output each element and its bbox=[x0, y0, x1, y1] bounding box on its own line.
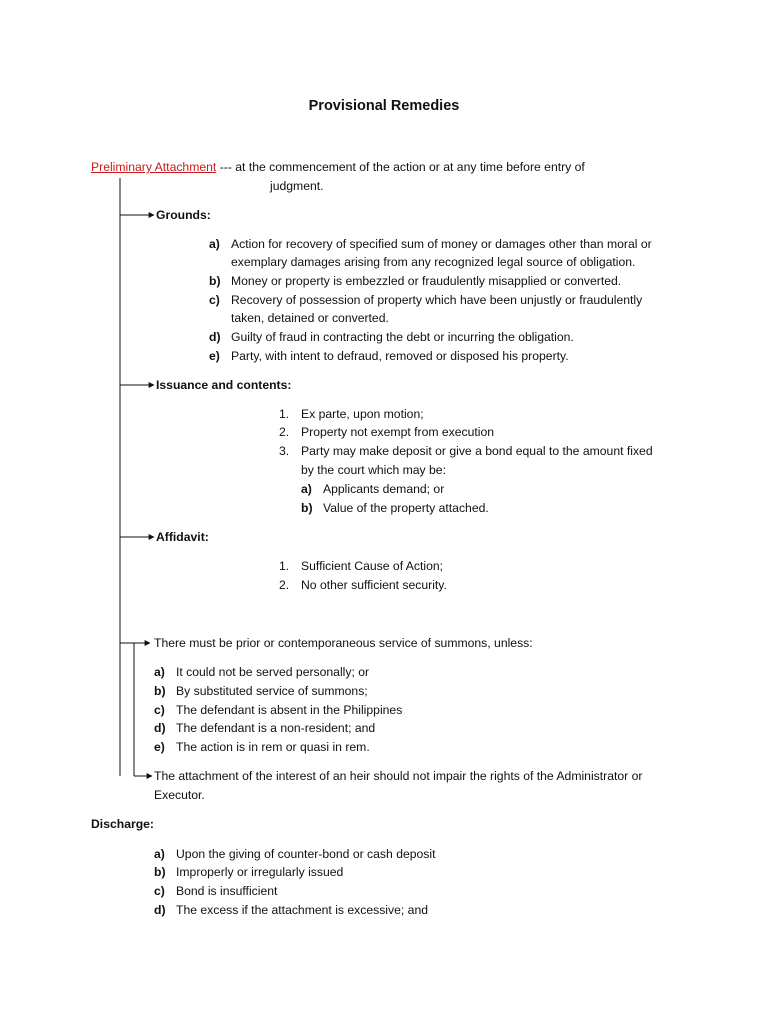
summons-item-c: c) The defendant is absent in the Philippines bbox=[154, 703, 403, 717]
heir-line1: The attachment of the interest of an heir should not impair the rights of the Administrator or bbox=[154, 769, 643, 783]
preliminary-line2: judgment. bbox=[270, 179, 324, 193]
grounds-item-c-cont: taken, detained or converted. bbox=[231, 311, 389, 325]
discharge-item-b: b) Improperly or irregularly issued bbox=[154, 865, 344, 879]
issuance-subitem-b: b) Value of the property attached. bbox=[301, 501, 489, 515]
issuance-item-3: 3. Party may make deposit or give a bond equal to the amount fixed bbox=[279, 444, 653, 458]
summons-item-e: e) The action is in rem or quasi in rem. bbox=[154, 740, 370, 754]
discharge-item-d: d) The excess if the attachment is excessive; and bbox=[154, 903, 428, 917]
discharge-item-c: c) Bond is insufficient bbox=[154, 884, 278, 898]
heir-line2: Executor. bbox=[154, 788, 205, 802]
grounds-item-a-cont: exemplary damages arising from any recognized legal source of obligation. bbox=[231, 255, 636, 269]
summons-item-d: d) The defendant is a non-resident; and bbox=[154, 721, 376, 735]
issuance-item-1: 1. Ex parte, upon motion; bbox=[279, 407, 424, 421]
grounds-item-e: e) Party, with intent to defraud, removed or disposed his property. bbox=[209, 349, 569, 363]
affidavit-item-2: 2. No other sufficient security. bbox=[279, 578, 447, 592]
grounds-item-b: b) Money or property is embezzled or fraudulently misapplied or converted. bbox=[209, 274, 622, 288]
summons-heading: There must be prior or contemporaneous service of summons, unless: bbox=[154, 636, 533, 650]
summons-item-a: a) It could not be served personally; or bbox=[154, 665, 370, 679]
affidavit-item-1: 1. Sufficient Cause of Action; bbox=[279, 559, 444, 573]
preliminary-line1: Preliminary Attachment --- at the commencement of the action or at any time before entry of bbox=[91, 160, 585, 174]
page-title: Provisional Remedies bbox=[308, 98, 460, 114]
grounds-item-a: a) Action for recovery of specified sum of money or damages other than moral or bbox=[209, 237, 652, 251]
issuance-subitem-a: a) Applicants demand; or bbox=[301, 482, 445, 496]
discharge-heading: Discharge: bbox=[91, 817, 154, 831]
discharge-item-a: a) Upon the giving of counter-bond or cash deposit bbox=[154, 847, 436, 861]
affidavit-heading: Affidavit: bbox=[156, 530, 209, 544]
issuance-item-2: 2. Property not exempt from execution bbox=[279, 425, 495, 439]
issuance-item-3-cont: by the court which may be: bbox=[301, 463, 446, 477]
preliminary-attachment-link[interactable]: Preliminary Attachment bbox=[91, 160, 217, 174]
grounds-item-d: d) Guilty of fraud in contracting the debt or incurring the obligation. bbox=[209, 330, 574, 344]
summons-item-b: b) By substituted service of summons; bbox=[154, 684, 368, 698]
issuance-heading: Issuance and contents: bbox=[156, 378, 292, 392]
grounds-item-c: c) Recovery of possession of property which have been unjustly or fraudulently bbox=[209, 293, 643, 307]
grounds-heading: Grounds: bbox=[156, 208, 211, 222]
